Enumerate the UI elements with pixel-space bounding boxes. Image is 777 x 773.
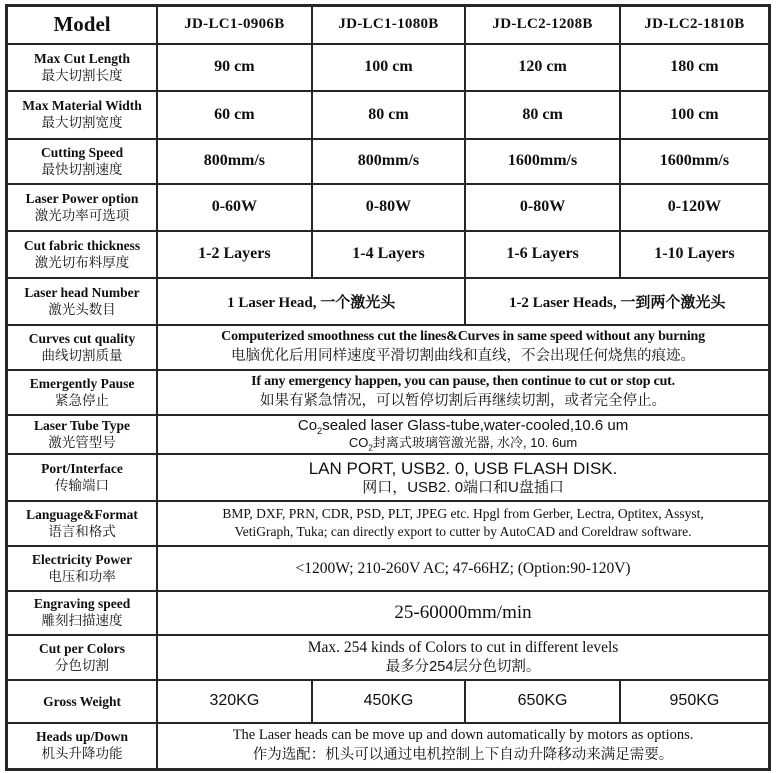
spec-value-cell: 0-120W xyxy=(620,184,770,231)
spec-value-cell: 1600mm/s xyxy=(620,139,770,184)
row-label-en: Cut per Colors xyxy=(39,640,126,656)
row-label-zh: 激光管型号 xyxy=(48,434,116,450)
row-label-zh: 语言和格式 xyxy=(48,523,116,539)
spec-value-cell xyxy=(157,454,769,501)
spec-value-cell: 800mm/s xyxy=(312,139,466,184)
spec-value-cell: 800mm/s xyxy=(157,139,312,184)
row-label-zh: 电压和功率 xyxy=(48,568,116,584)
spec-value-cell xyxy=(157,501,769,546)
row-label-zh: 最快切割速度 xyxy=(41,161,123,177)
row-label-zh: 最大切割长度 xyxy=(41,67,123,83)
row-label-en: Laser head Number xyxy=(24,284,140,300)
spec-value-cell: 450KG xyxy=(312,680,466,723)
row-label xyxy=(7,278,158,325)
spec-value-cell: 0-80W xyxy=(312,184,466,231)
row-laser-tube-type xyxy=(7,415,770,454)
row-label xyxy=(7,184,158,231)
spec-value-cell xyxy=(157,325,769,370)
row-label xyxy=(7,370,158,415)
row-label xyxy=(7,325,158,370)
value-line-en: 25-60000mm/min xyxy=(394,601,532,623)
spec-value-cell: 1-10 Layers xyxy=(620,231,770,278)
spec-value-cell: 1-2 Laser Heads, 一到两个激光头 xyxy=(465,278,769,325)
value-line-zh: 最多分254层分色切割。 xyxy=(385,658,541,675)
row-label-en: Emergently Pause xyxy=(29,375,135,391)
value-line-en: <1200W; 210-260V AC; 47-66HZ; (Option:90-120V) xyxy=(295,559,631,577)
spec-value-cell: 950KG xyxy=(620,680,770,723)
row-label-en: Max Material Width xyxy=(22,98,142,113)
spec-table xyxy=(5,4,771,771)
row-curves-cut-quality xyxy=(7,325,770,370)
row-label xyxy=(7,44,158,91)
row-label-en: Max Cut Length xyxy=(34,50,131,66)
row-label-en: Laser Power option xyxy=(25,190,139,206)
spec-value-cell: 1 Laser Head, 一个激光头 xyxy=(157,278,465,325)
row-label xyxy=(7,723,158,770)
row-heads-up-down xyxy=(7,723,770,770)
spec-value-cell: 1-6 Layers xyxy=(465,231,620,278)
model-name-cell: JD-LC2-1208B xyxy=(465,6,620,44)
value-line-en: If any emergency happen, you can pause, then continue to cut or stop cut. xyxy=(251,374,675,389)
row-label-zh: 激光头数目 xyxy=(48,301,116,317)
spec-value-cell: 90 cm xyxy=(157,44,312,91)
row-language-format xyxy=(7,501,770,546)
value-line-zh: 电脑优化后用同样速度平滑切割曲线和直线，不会出现任何烧焦的痕迹。 xyxy=(231,348,696,364)
spec-value-cell: 60 cm xyxy=(157,91,312,139)
model-header-cell: Model xyxy=(7,6,158,44)
value-line-2: VetiGraph, Tuka; can directly export to cutter by AutoCAD and Coreldraw software. xyxy=(234,524,692,539)
row-label-en: Laser Tube Type xyxy=(34,417,131,433)
model-name-cell: JD-LC2-1810B xyxy=(620,6,770,44)
spec-value-cell xyxy=(157,635,769,680)
row-label xyxy=(7,501,158,546)
row-label xyxy=(7,91,158,139)
spec-value-cell xyxy=(157,723,769,770)
value-line-en: LAN PORT, USB2. 0, USB FLASH DISK. xyxy=(308,458,618,478)
row-label-zh: 激光切布料厚度 xyxy=(34,254,130,270)
header-row xyxy=(7,6,770,44)
row-label xyxy=(7,635,158,680)
row-port-interface xyxy=(7,454,770,501)
row-label xyxy=(7,546,158,591)
row-label-zh: 最大切割宽度 xyxy=(41,115,123,130)
row-label-en: Port/Interface xyxy=(41,460,123,476)
row-laser-head-number xyxy=(7,278,770,325)
spec-value-cell: 180 cm xyxy=(620,44,770,91)
spec-value-cell: 100 cm xyxy=(312,44,466,91)
spec-value-cell: 80 cm xyxy=(312,91,466,139)
spec-value-cell: 120 cm xyxy=(465,44,620,91)
spec-value-cell: 1-2 Layers xyxy=(157,231,312,278)
spec-value-cell xyxy=(157,415,769,454)
spec-value-cell: 100 cm xyxy=(620,91,770,139)
spec-value-cell: 80 cm xyxy=(465,91,620,139)
row-label xyxy=(7,454,158,501)
spec-value-cell xyxy=(157,591,769,635)
row-gross-weight xyxy=(7,680,770,723)
row-label-en: Cutting Speed xyxy=(40,144,124,160)
row-label-zh: 传输端口 xyxy=(55,477,110,493)
value-line-en: Max. 254 kinds of Colors to cut in different levels xyxy=(307,638,619,656)
row-label-en: Gross Weight xyxy=(43,693,121,709)
row-cut-fabric-thickness xyxy=(7,231,770,278)
row-label-zh: 机头升降功能 xyxy=(41,746,123,762)
value-line-zh: $CO_2$封离式玻璃管激光器, 水冷, 10. 6um xyxy=(348,435,578,453)
value-line-1: BMP, DXF, PRN, CDR, PSD, PLT, JPEG etc. Hpgl from Gerber, Lectra, Optitex, Assyst, xyxy=(222,506,704,521)
row-engraving-speed xyxy=(7,591,770,635)
row-label-zh: 分色切割 xyxy=(55,657,110,673)
row-laser-power-option xyxy=(7,184,770,231)
row-label-zh: 激光功率可选项 xyxy=(34,207,130,223)
spec-value-cell: 1600mm/s xyxy=(465,139,620,184)
row-cutting-speed xyxy=(7,139,770,184)
row-emergency-pause xyxy=(7,370,770,415)
row-cut-per-colors xyxy=(7,635,770,680)
spec-value-cell: 320KG xyxy=(157,680,312,723)
row-label-en: Heads up/Down xyxy=(36,729,128,745)
row-label-zh: 雕刻扫描速度 xyxy=(41,613,123,628)
row-label xyxy=(7,415,158,454)
row-label xyxy=(7,231,158,278)
spec-value-cell xyxy=(157,370,769,415)
row-max-material-width xyxy=(7,91,770,139)
spec-value-cell: 650KG xyxy=(465,680,620,723)
row-label xyxy=(7,139,158,184)
model-name-cell: JD-LC1-1080B xyxy=(312,6,466,44)
spec-value-cell xyxy=(157,546,769,591)
value-line-zh: 网口，USB2. 0端口和U盘插口 xyxy=(362,478,564,496)
row-label-en: Language&Format xyxy=(26,506,138,522)
row-label-zh: 紧急停止 xyxy=(55,392,110,408)
row-max-cut-length xyxy=(7,44,770,91)
spec-value-cell: 0-60W xyxy=(157,184,312,231)
row-label-en: Curves cut quality xyxy=(28,330,136,346)
row-electricity-power xyxy=(7,546,770,591)
value-line-en: The Laser heads can be move up and down automatically by motors as options. xyxy=(232,727,694,744)
row-label-zh: 曲线切割质量 xyxy=(41,347,123,363)
row-label xyxy=(7,680,158,723)
value-line-zh: 如果有紧急情况，可以暂停切割后再继续切割，或者完全停止。 xyxy=(260,393,667,409)
row-label-en: Electricity Power xyxy=(32,551,133,567)
value-line-zh: 作为选配：机头可以通过电机控制上下自动升降移动来满足需要。 xyxy=(252,747,674,764)
value-line-en: $Co_2sealed$ laser Glass-tube,water-cooled,10.6 um xyxy=(297,417,629,436)
model-name-cell: JD-LC1-0906B xyxy=(157,6,312,44)
spec-value-cell: 1-4 Layers xyxy=(312,231,466,278)
spec-value-cell: 0-80W xyxy=(465,184,620,231)
row-label xyxy=(7,591,158,635)
value-line-en: Computerized smoothness cut the lines&Curves in same speed without any burning xyxy=(221,329,705,344)
row-label-en: Engraving speed xyxy=(33,596,131,611)
row-label-en: Cut fabric thickness xyxy=(23,237,141,253)
